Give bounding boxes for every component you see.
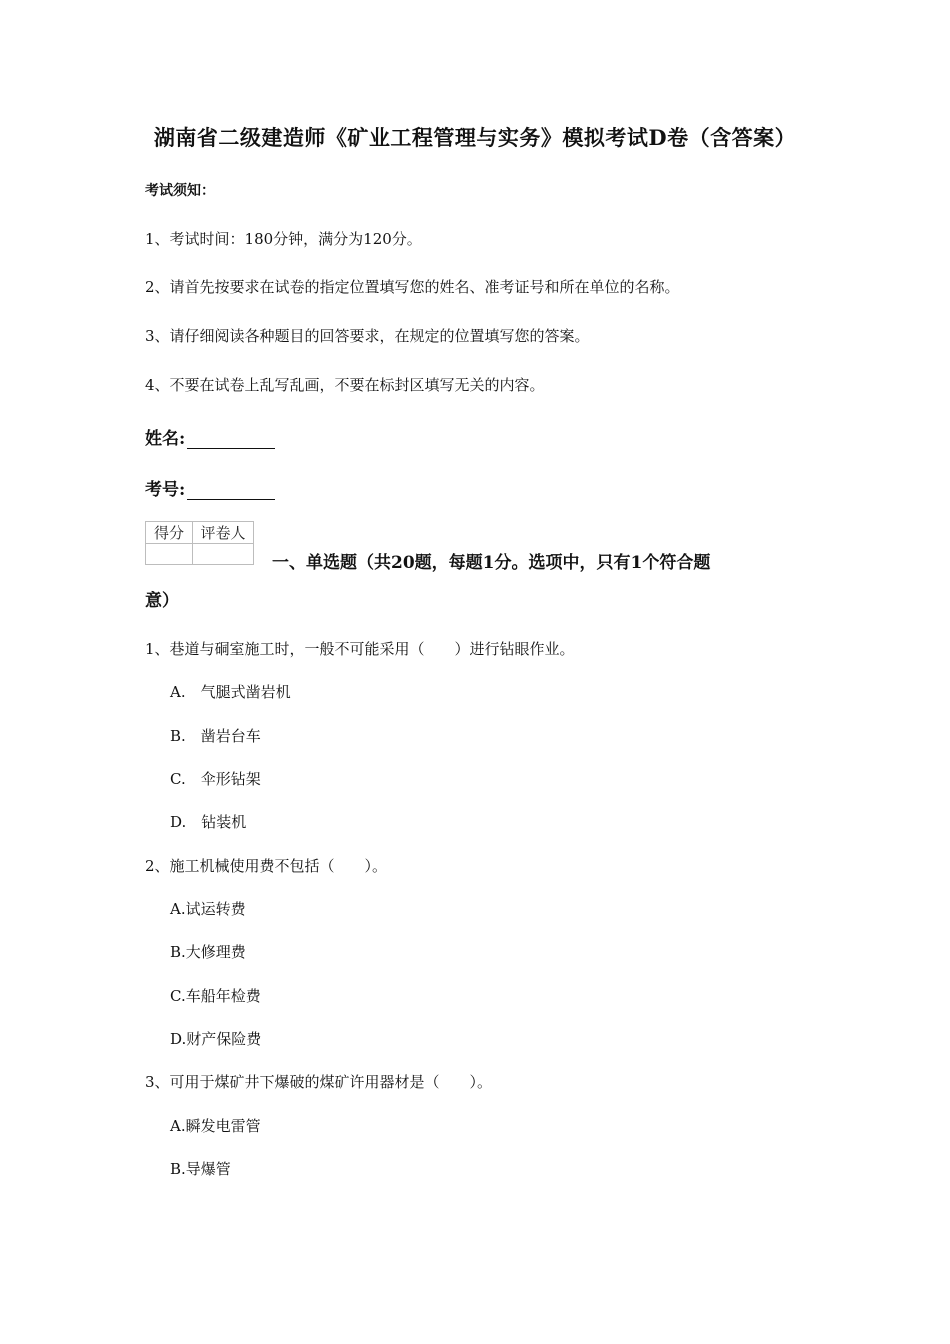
- exam-id-label: 考号:: [145, 480, 186, 500]
- question-1-stem: 1、巷道与硐室施工时，一般不可能采用（ ）进行钻眼作业。: [145, 640, 575, 658]
- grader-cell[interactable]: [193, 544, 254, 565]
- question-1-option-d: D. 钻装机: [170, 813, 247, 831]
- question-2-option-a: A.试运转费: [170, 900, 246, 918]
- score-cell[interactable]: [146, 544, 193, 565]
- exam-id-field[interactable]: [145, 475, 275, 500]
- name-field[interactable]: [145, 424, 275, 449]
- question-3-stem: 3、可用于煤矿井下爆破的煤矿许用器材是（ ）。: [145, 1073, 493, 1091]
- section-title-continued: 意）: [145, 591, 179, 611]
- name-label: 姓名:: [145, 429, 186, 449]
- grader-header: 评卷人: [193, 522, 254, 544]
- notice-item-3: 3、请仔细阅读各种题目的回答要求，在规定的位置填写您的答案。: [145, 327, 590, 345]
- notice-heading: 考试须知：: [145, 183, 215, 199]
- question-2-option-d: D.财产保险费: [170, 1030, 262, 1048]
- question-3-option-a: A.瞬发电雷管: [170, 1117, 261, 1135]
- question-3-option-b: B.导爆管: [170, 1160, 231, 1178]
- name-blank[interactable]: [187, 430, 275, 449]
- question-2-stem: 2、施工机械使用费不包括（ ）。: [145, 857, 388, 875]
- exam-id-blank[interactable]: [187, 481, 275, 500]
- score-table: [145, 521, 254, 565]
- notice-item-2: 2、请首先按要求在试卷的指定位置填写您的姓名、准考证号和所在单位的名称。: [145, 278, 680, 296]
- score-header: 得分: [146, 522, 193, 544]
- question-1-option-b: B. 凿岩台车: [170, 727, 261, 745]
- question-1-option-a: A. 气腿式凿岩机: [170, 683, 291, 701]
- question-2-option-b: B.大修理费: [170, 943, 246, 961]
- notice-item-4: 4、不要在试卷上乱写乱画，不要在标封区填写无关的内容。: [145, 376, 545, 394]
- page-title: 湖南省二级建造师《矿业工程管理与实务》模拟考试D卷（含答案）: [153, 125, 797, 150]
- question-1-option-c: C. 伞形钻架: [170, 770, 261, 788]
- question-2-option-c: C.车船年检费: [170, 987, 261, 1005]
- notice-item-1: 1、考试时间：180分钟，满分为120分。: [145, 230, 422, 248]
- section-title: 一、单选题（共20题，每题1分。选项中，只有1个符合题: [272, 553, 711, 573]
